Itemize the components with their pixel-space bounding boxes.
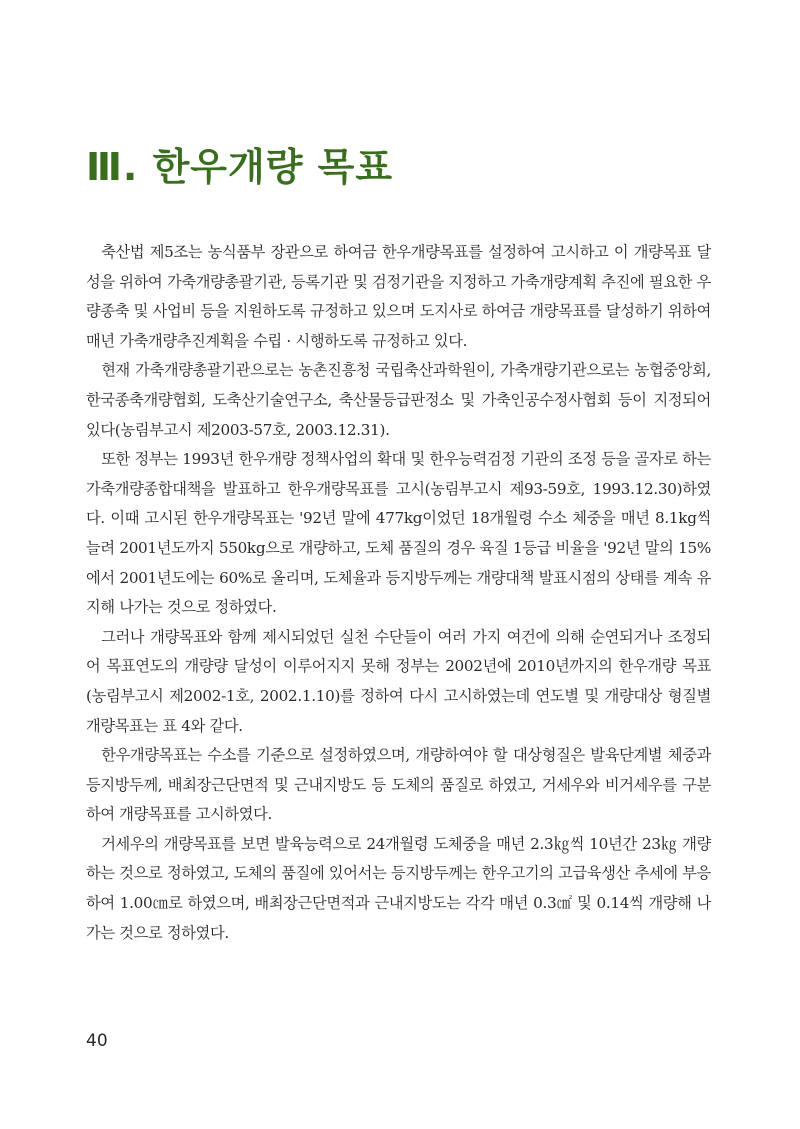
section-title: Ⅲ. 한우개량 목표 — [86, 145, 394, 189]
body-text — [86, 238, 711, 948]
paragraph-1993-improvement-goal: 또한 정부는 1993년 한우개량 정책사업의 확대 및 한우능력검정 기관의 조정 등을 골자로 하는 가축개량종합대책을 발표하고 한우개량목표를 고시(농림부고시 제93-59호, 1993.12.30)하였다. 이때 고시된 한우개량목표는 '92년 말에 477kg이었던 18개월령 수소 체중을 매년 8.1kg씩 늘려 2001년도까지 550kg으로 개량하고, 도체 품질의 경우 육질 1등급 비율을 '92년 말의 15%에서 2001년도에는 60%로 올리며, 도체율과 등지방두께는 개량대책 발표시점의 상태를 계속 유지해 나가는 것으로 정하였다. — [86, 450, 711, 617]
paragraph-2002-revised-goal: 그러나 개량목표와 함께 제시되었던 실천 수단들이 여러 가지 여건에 의해 순연되거나 조정되어 목표연도의 개량량 달성이 이루어지지 못해 정부는 2002년에 2010년까지의 한우개량 목표(농림부고시 제2002-1호, 2002.1.10)를 정하여 다시 고시하였는데 연도별 및 개량대상 형질별 개량목표는 표 4와 같다. — [86, 627, 711, 735]
paragraph-livestock-act: 축산법 제5조는 농식품부 장관으로 하여금 한우개량목표를 설정하여 고시하고 이 개량목표 달성을 위하여 가축개량총괄기관, 등록기관 및 검정기관을 지정하고 가축개량계획 추진에 필요한 우량종축 및 사업비 등을 지원하도록 규정하고 있으며 도지사로 하여금 개량목표를 달성하기 위하여 매년 가축개량추진계획을 수립 · 시행하도록 규정하고 있다. — [86, 243, 711, 350]
paragraph-steer-goals: 거세우의 개량목표를 보면 발육능력으로 24개월령 도체중을 매년 2.3㎏씩 10년간 23㎏ 개량하는 것으로 정하였고, 도체의 품질에 있어서는 등지방두께는 한우고기의 고급육생산 추세에 부응하여 1.00㎝로 하였으며, 배최장근단면적과 근내지방도는 각각 매년 0.3㎠ 및 0.14씩 개량해 나가는 것으로 정하였다. — [86, 834, 711, 942]
paragraph-target-traits: 한우개량목표는 수소를 기준으로 설정하였으며, 개량하여야 할 대상형질은 발육단계별 체중과 등지방두께, 배최장근단면적 및 근내지방도 등 도체의 품질로 하였고, 거세우와 비거세우를 구분하여 개량목표를 고시하였다. — [86, 746, 711, 824]
page-number: 40 — [86, 1031, 108, 1051]
paragraph-designated-institutions: 현재 가축개량총괄기관으로는 농촌진흥청 국립축산과학원이, 가축개량기관으로는 농협중앙회, 한국종축개량협회, 도축산기술연구소, 축산물등급판정소 및 가축인공수정사협회 등이 지정되어 있다(농림부고시 제2003-57호, 2003.12.31). — [86, 361, 711, 439]
